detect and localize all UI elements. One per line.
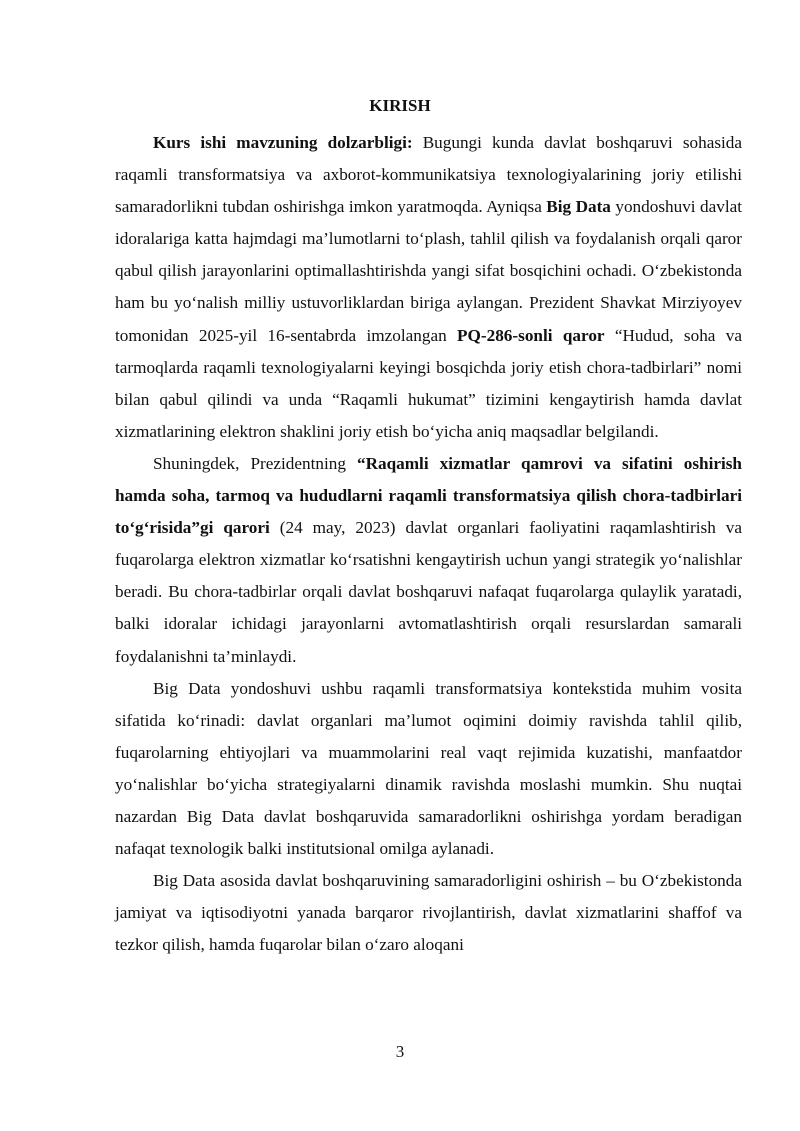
paragraph-efficiency bbox=[115, 865, 742, 961]
paragraph-text: Big Data yondoshuvi ushbu raqamli transformatsiya kontekstida muhim vosita sifatida ko‘rinadi: davlat organlari ma’lumot oqimini doimiy ravishda tahlil qilib, fuqarolarning ehtiyojlari va muammolarini real vaqt rejimida kuzatishi, manfaatdor yo‘nalishlar bo‘yicha strategiyalarni dinamik ravishda moslashi mumkin. Shu nuqtai nazardan Big Data davlat boshqaruvida samaradorlikni oshirishga yordam beradigan nafaqat texnologik balki institutsional omilga aylanadi. bbox=[115, 678, 742, 859]
paragraph-presidential-decree bbox=[115, 448, 742, 673]
paragraph-text: Bugungi kunda davlat boshqaruvi sohasida raqamli transformatsiya va axborot-kommunikatsiya texnologiyalarining joriy etilishi samaradorlikni tubdan oshirishga imkon yaratmoqda. Ayniqsa bbox=[115, 133, 743, 217]
paragraph-text: (24 may, 2023) davlat organlari faoliyatini raqamlashtirish va fuqarolarga elektron xizmatlar ko‘rsatishni kengaytirish uchun yangi strategik yo‘nalishlar beradi. Bu chora-tadbirlar orqali davlat boshqaruvi nafaqat fuqarolarga qulaylik yaratadi, balki idoralar ichidagi jarayonlarni avtomatlashtirish orqali resurslardan samarali foydalanishni ta’minlaydi. bbox=[115, 518, 742, 666]
bold-lead: Kurs ishi mavzuning dolzarbligi: bbox=[153, 133, 413, 152]
section-title: KIRISH bbox=[369, 96, 431, 115]
page-number: 3 bbox=[395, 1042, 405, 1061]
bold-decree-title: “Raqamli xizmatlar qamrovi va sifatini oshirish hamda soha, tarmoq va hududlarni raqamli transformatsiya qilish chora-tadbirlari to‘g‘risida”gi qarori bbox=[115, 453, 742, 538]
paragraph-text: yondoshuvi davlat idoralariga katta hajmdagi ma’lumotlarni to‘plash, tahlil qilish va foydalanish orqali qaror qabul qilish jarayonlarini optimallashtirishda yangi sifat bosqichini ochadi. O‘zbekistonda ham bu yo‘nalish milliy ustuvorliklardan biriga aylangan. Prezident Shavkat Mirziyoyev tomonidan 2025-yil 16-sentabrda imzolangan bbox=[115, 197, 743, 345]
body-text bbox=[115, 127, 742, 961]
paragraph-text: “Hudud, soha va tarmoqlarda raqamli texnologiyalarni keyingi bosqichda joriy etish chora-tadbirlari” nomi bilan qabul qilindi va unda “Raqamli hukumat” tizimini kengaytirish hamda davlat xizmatlarining elektron shaklini joriy etish bo‘yicha aniq maqsadlar belgilandi. bbox=[115, 325, 742, 441]
bold-term: Big Data bbox=[546, 197, 611, 217]
bold-decree: PQ-286-sonli qaror bbox=[457, 325, 605, 345]
paragraph-text: Big Data asosida davlat boshqaruvining samaradorligini oshirish – bu O‘zbekistonda jamiyat va iqtisodiyotni yanada barqaror rivojlantirish, davlat xizmatlarini shaffof va tezkor qilish, hamda fuqarolar bilan o‘zaro aloqani bbox=[115, 871, 742, 955]
paragraph-relevance bbox=[115, 127, 742, 448]
paragraph-big-data-role bbox=[115, 673, 742, 866]
paragraph-text: Shuningdek, Prezidentning bbox=[153, 453, 357, 473]
